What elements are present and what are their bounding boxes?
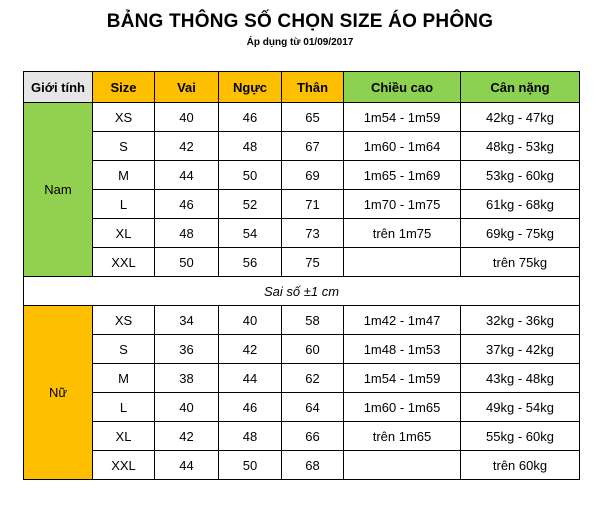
chest-cell: 50 (219, 161, 282, 190)
shoulder-cell: 38 (155, 364, 219, 393)
chest-cell: 52 (219, 190, 282, 219)
weight-cell: 37kg - 42kg (461, 335, 580, 364)
shoulder-cell: 42 (155, 132, 219, 161)
table-row (24, 364, 580, 393)
height-cell: 1m54 - 1m59 (344, 364, 461, 393)
header-body-length: Thân (282, 72, 344, 103)
table-row (24, 132, 580, 161)
size-cell: XXL (93, 248, 155, 277)
size-cell: M (93, 364, 155, 393)
shoulder-cell: 50 (155, 248, 219, 277)
height-cell: 1m65 - 1m69 (344, 161, 461, 190)
chest-cell: 44 (219, 364, 282, 393)
body-length-cell: 64 (282, 393, 344, 422)
table-row (24, 219, 580, 248)
table-row (24, 161, 580, 190)
shoulder-cell: 36 (155, 335, 219, 364)
weight-cell: trên 60kg (461, 451, 580, 480)
body-length-cell: 65 (282, 103, 344, 132)
size-cell: L (93, 190, 155, 219)
shoulder-cell: 44 (155, 161, 219, 190)
weight-cell: 48kg - 53kg (461, 132, 580, 161)
chest-cell: 54 (219, 219, 282, 248)
header-shoulder: Vai (155, 72, 219, 103)
chest-cell: 48 (219, 132, 282, 161)
table-row (24, 190, 580, 219)
header-size: Size (93, 72, 155, 103)
weight-cell: 69kg - 75kg (461, 219, 580, 248)
size-cell: XL (93, 422, 155, 451)
chest-cell: 50 (219, 451, 282, 480)
body-length-cell: 75 (282, 248, 344, 277)
header-gender: Giới tính (24, 72, 93, 103)
size-chart-table (23, 71, 580, 480)
chest-cell: 46 (219, 103, 282, 132)
weight-cell: trên 75kg (461, 248, 580, 277)
weight-cell: 49kg - 54kg (461, 393, 580, 422)
group-label-female: Nữ (24, 306, 93, 480)
size-cell: XXL (93, 451, 155, 480)
chest-cell: 40 (219, 306, 282, 335)
height-cell: 1m70 - 1m75 (344, 190, 461, 219)
weight-cell: 32kg - 36kg (461, 306, 580, 335)
size-cell: M (93, 161, 155, 190)
height-cell: 1m60 - 1m65 (344, 393, 461, 422)
size-cell: XS (93, 103, 155, 132)
shoulder-cell: 40 (155, 103, 219, 132)
weight-cell: 53kg - 60kg (461, 161, 580, 190)
size-cell: XL (93, 219, 155, 248)
chest-cell: 56 (219, 248, 282, 277)
group-label-male: Nam (24, 103, 93, 277)
weight-cell: 42kg - 47kg (461, 103, 580, 132)
chest-cell: 42 (219, 335, 282, 364)
shoulder-cell: 40 (155, 393, 219, 422)
height-cell: trên 1m65 (344, 422, 461, 451)
page-title: BẢNG THÔNG SỐ CHỌN SIZE ÁO PHÔNG (106, 11, 494, 32)
height-cell: 1m42 - 1m47 (344, 306, 461, 335)
size-cell: S (93, 335, 155, 364)
header-height: Chiều cao (344, 72, 461, 103)
header-chest: Ngực (219, 72, 282, 103)
table-row (24, 103, 580, 132)
tolerance-note: Sai số ±1 cm (24, 277, 580, 306)
weight-cell: 43kg - 48kg (461, 364, 580, 393)
shoulder-cell: 42 (155, 422, 219, 451)
weight-cell: 55kg - 60kg (461, 422, 580, 451)
table-row (24, 451, 580, 480)
height-cell: 1m54 - 1m59 (344, 103, 461, 132)
body-length-cell: 67 (282, 132, 344, 161)
table-row (24, 393, 580, 422)
height-cell: 1m60 - 1m64 (344, 132, 461, 161)
size-cell: XS (93, 306, 155, 335)
size-cell: S (93, 132, 155, 161)
table-row (24, 306, 580, 335)
tolerance-note-row (24, 277, 580, 306)
chest-cell: 48 (219, 422, 282, 451)
size-cell: L (93, 393, 155, 422)
body-length-cell: 68 (282, 451, 344, 480)
body-length-cell: 73 (282, 219, 344, 248)
body-length-cell: 60 (282, 335, 344, 364)
height-cell (344, 451, 461, 480)
page-subtitle: Áp dụng từ 01/09/2017 (246, 37, 354, 48)
height-cell (344, 248, 461, 277)
body-length-cell: 58 (282, 306, 344, 335)
body-length-cell: 62 (282, 364, 344, 393)
body-length-cell: 69 (282, 161, 344, 190)
shoulder-cell: 44 (155, 451, 219, 480)
table-row (24, 335, 580, 364)
table-row (24, 248, 580, 277)
table-row (24, 422, 580, 451)
header-row (24, 72, 580, 103)
chest-cell: 46 (219, 393, 282, 422)
body-length-cell: 71 (282, 190, 344, 219)
shoulder-cell: 34 (155, 306, 219, 335)
shoulder-cell: 46 (155, 190, 219, 219)
height-cell: trên 1m75 (344, 219, 461, 248)
shoulder-cell: 48 (155, 219, 219, 248)
weight-cell: 61kg - 68kg (461, 190, 580, 219)
height-cell: 1m48 - 1m53 (344, 335, 461, 364)
header-weight: Cân nặng (461, 72, 580, 103)
body-length-cell: 66 (282, 422, 344, 451)
